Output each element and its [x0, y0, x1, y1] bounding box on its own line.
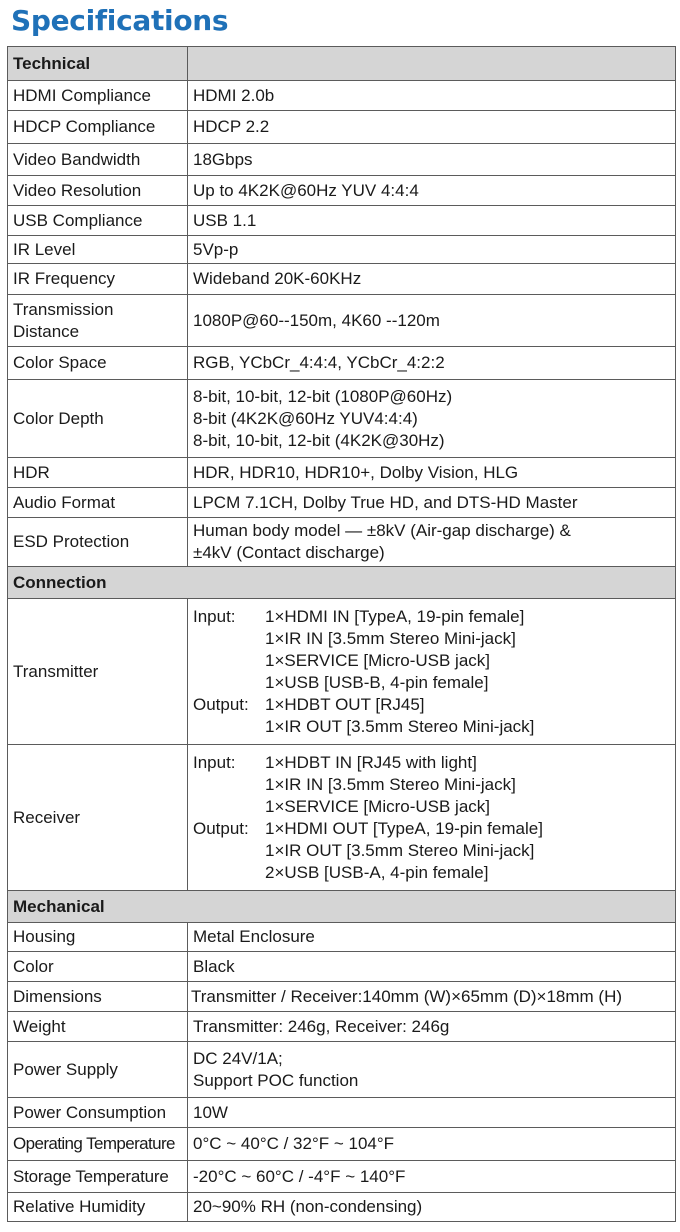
port-item: 1×SERVICE [Micro-USB jack]	[265, 650, 491, 670]
section-header-blank	[188, 47, 676, 81]
spec-value-line: 8-bit, 10-bit, 12-bit (4K2K@30Hz)	[193, 430, 445, 450]
section-header-technical	[8, 47, 676, 81]
spec-value: RGB, YCbCr_4:4:4, YCbCr_4:2:2	[188, 347, 676, 380]
spec-label: Housing	[8, 923, 188, 952]
section-title: Connection	[8, 567, 676, 599]
spec-label: Video Bandwidth	[8, 144, 188, 176]
io-line	[193, 862, 670, 884]
spec-row-usb-compliance	[8, 206, 676, 236]
port-item: 1×IR IN [3.5mm Stereo Mini-jack]	[265, 628, 516, 648]
io-line	[193, 752, 670, 774]
spec-row-weight	[8, 1012, 676, 1042]
io-line	[193, 606, 670, 628]
spec-row-color-depth	[8, 380, 676, 458]
spec-value: Transmitter: 246g, Receiver: 246g	[188, 1012, 676, 1042]
spec-value-line: Human body model — ±8kV (Air-gap discharge) &	[193, 521, 571, 540]
spec-label-line: Transmission	[13, 299, 114, 319]
spec-label: Color Space	[8, 347, 188, 380]
spec-value-line: Support POC function	[193, 1070, 359, 1090]
spec-label: Operating Temperature	[8, 1128, 188, 1161]
spec-row-storage-temperature	[8, 1161, 676, 1193]
spec-value	[188, 380, 676, 458]
page-title: Specifications	[11, 4, 229, 37]
spec-row-power-supply	[8, 1042, 676, 1098]
spec-value	[188, 599, 676, 745]
spec-row-housing	[8, 923, 676, 952]
spec-value: Wideband 20K-60KHz	[188, 264, 676, 295]
output-label: Output:	[193, 694, 249, 714]
spec-label: HDR	[8, 458, 188, 488]
input-label: Input:	[193, 752, 236, 772]
spec-row-video-bandwidth	[8, 144, 676, 176]
port-item: 1×IR IN [3.5mm Stereo Mini-jack]	[265, 774, 516, 794]
io-line	[193, 774, 670, 796]
spec-label: Audio Format	[8, 488, 188, 518]
spec-value: HDR, HDR10, HDR10+, Dolby Vision, HLG	[188, 458, 676, 488]
spec-row-audio-format	[8, 488, 676, 518]
spec-value: 20~90% RH (non-condensing)	[188, 1193, 676, 1222]
spec-row-transmitter	[8, 599, 676, 745]
port-item: 1×IR OUT [3.5mm Stereo Mini-jack]	[265, 840, 535, 860]
spec-value	[188, 518, 676, 567]
spec-value-line: 8-bit, 10-bit, 12-bit (1080P@60Hz)	[193, 386, 453, 406]
spec-label: Color	[8, 952, 188, 982]
output-label: Output:	[193, 818, 249, 838]
spec-row-ir-level	[8, 236, 676, 264]
spec-value	[188, 745, 676, 891]
spec-value: 18Gbps	[188, 144, 676, 176]
spec-label: Transmitter	[8, 599, 188, 745]
section-header-mechanical	[8, 891, 676, 923]
port-item: 1×HDBT OUT [RJ45]	[265, 694, 425, 714]
spec-value: LPCM 7.1CH, Dolby True HD, and DTS-HD Master	[188, 488, 676, 518]
port-item: 1×HDBT IN [RJ45 with light]	[265, 752, 477, 772]
io-line	[193, 796, 670, 818]
spec-row-receiver	[8, 745, 676, 891]
spec-label: Color Depth	[8, 380, 188, 458]
spec-value: HDCP 2.2	[188, 111, 676, 144]
spec-value-line: 8-bit (4K2K@60Hz YUV4:4:4)	[193, 408, 418, 428]
spec-value-line: ±4kV (Contact discharge)	[193, 543, 385, 562]
spec-row-transmission-distance	[8, 295, 676, 347]
spec-row-operating-temperature	[8, 1128, 676, 1161]
spec-label: Storage Temperature	[8, 1161, 188, 1193]
spec-value: 10W	[188, 1098, 676, 1128]
spec-label: Relative Humidity	[8, 1193, 188, 1222]
spec-label: HDCP Compliance	[8, 111, 188, 144]
io-line	[193, 694, 670, 716]
spec-row-hdmi-compliance	[8, 81, 676, 111]
spec-label-line: Distance	[13, 321, 80, 341]
spec-label: IR Level	[8, 236, 188, 264]
spec-label: Receiver	[8, 745, 188, 891]
io-line	[193, 840, 670, 862]
spec-label: Dimensions	[8, 982, 188, 1012]
spec-row-ir-frequency	[8, 264, 676, 295]
port-item: 1×SERVICE [Micro-USB jack]	[265, 796, 491, 816]
spec-label: Video Resolution	[8, 176, 188, 206]
spec-label: Weight	[8, 1012, 188, 1042]
spec-value: -20°C ~ 60°C / -4°F ~ 140°F	[188, 1161, 676, 1193]
spec-label: HDMI Compliance	[8, 81, 188, 111]
spec-row-hdr	[8, 458, 676, 488]
port-item: 1×IR OUT [3.5mm Stereo Mini-jack]	[265, 716, 535, 736]
port-item: 1×USB [USB-B, 4-pin female]	[265, 672, 489, 692]
input-label: Input:	[193, 606, 236, 626]
spec-value: 5Vp-p	[188, 236, 676, 264]
port-item: 1×HDMI OUT [TypeA, 19-pin female]	[265, 818, 543, 838]
spec-row-relative-humidity	[8, 1193, 676, 1222]
io-line	[193, 716, 670, 738]
spec-row-color	[8, 952, 676, 982]
spec-label: IR Frequency	[8, 264, 188, 295]
io-line	[193, 672, 670, 694]
section-title: Technical	[8, 47, 188, 81]
spec-value-line: DC 24V/1A;	[193, 1048, 283, 1068]
spec-value: USB 1.1	[188, 206, 676, 236]
io-line	[193, 650, 670, 672]
spec-row-esd-protection	[8, 518, 676, 567]
spec-value: 0°C ~ 40°C / 32°F ~ 104°F	[188, 1128, 676, 1161]
specifications-table	[7, 46, 676, 1222]
spec-value: Metal Enclosure	[188, 923, 676, 952]
io-line	[193, 628, 670, 650]
spec-value	[188, 1042, 676, 1098]
spec-label: Power Supply	[8, 1042, 188, 1098]
spec-value: 1080P@60--150m, 4K60 --120m	[188, 295, 676, 347]
spec-row-power-consumption	[8, 1098, 676, 1128]
port-item: 2×USB [USB-A, 4-pin female]	[265, 862, 489, 882]
spec-row-color-space	[8, 347, 676, 380]
spec-value: Transmitter / Receiver:140mm (W)×65mm (D)×18mm (H)	[188, 982, 676, 1012]
io-line	[193, 818, 670, 840]
spec-row-hdcp-compliance	[8, 111, 676, 144]
spec-label: ESD Protection	[8, 518, 188, 567]
section-title: Mechanical	[8, 891, 676, 923]
spec-label: Power Consumption	[8, 1098, 188, 1128]
section-header-connection	[8, 567, 676, 599]
spec-value: Black	[188, 952, 676, 982]
spec-label: USB Compliance	[8, 206, 188, 236]
spec-label	[8, 295, 188, 347]
spec-row-dimensions	[8, 982, 676, 1012]
port-item: 1×HDMI IN [TypeA, 19-pin female]	[265, 606, 525, 626]
spec-row-video-resolution	[8, 176, 676, 206]
spec-value: HDMI 2.0b	[188, 81, 676, 111]
spec-value: Up to 4K2K@60Hz YUV 4:4:4	[188, 176, 676, 206]
